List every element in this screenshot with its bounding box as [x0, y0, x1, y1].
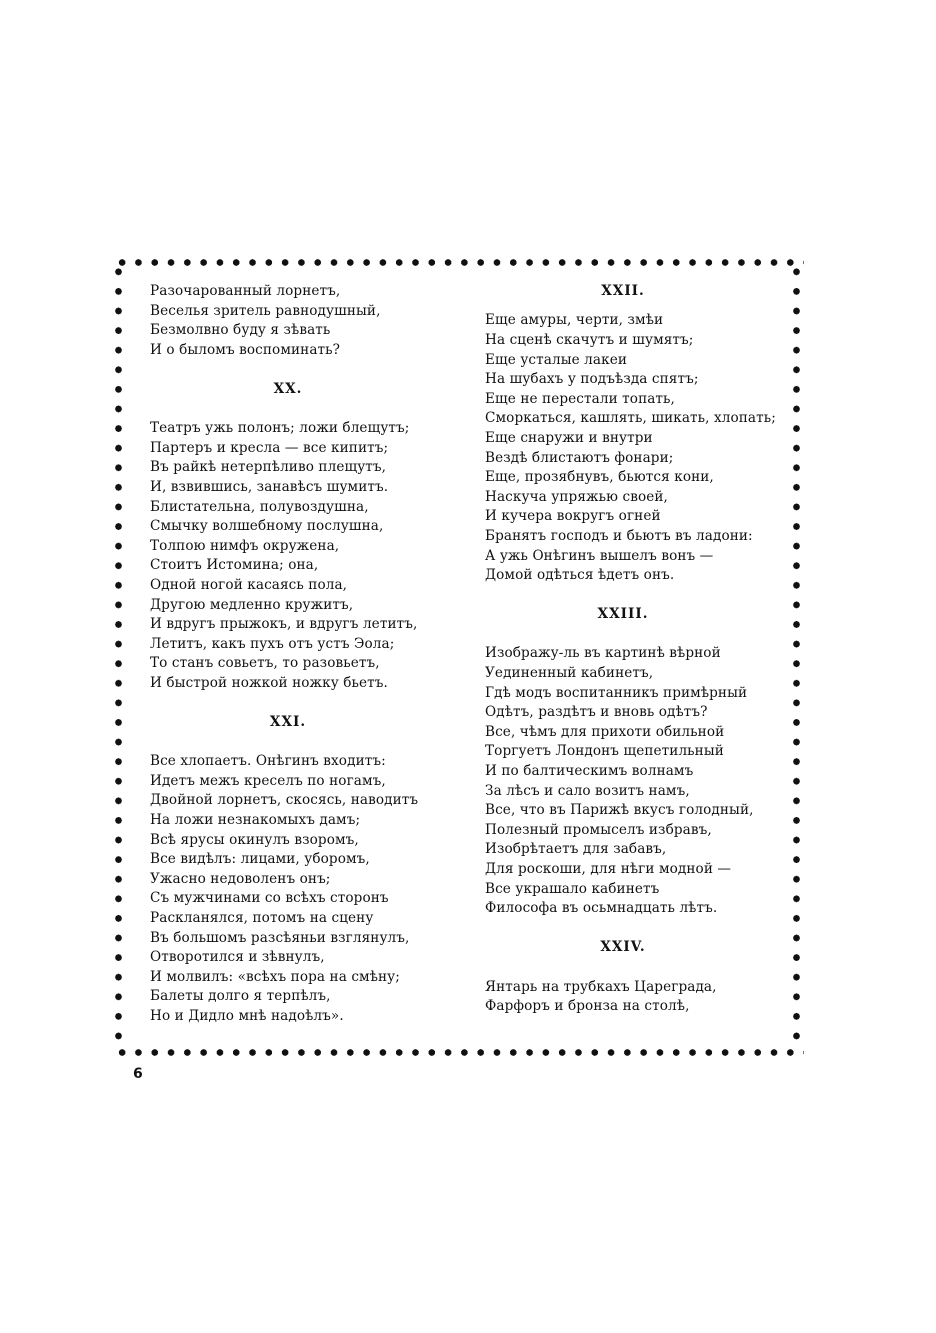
- stanza-xxi: [150, 752, 450, 1026]
- verse-line: Изобрѣтаетъ для забавъ,: [485, 841, 667, 858]
- verse-line: Балеты долго я терпѣлъ,: [150, 988, 331, 1005]
- verse-line: Еще усталые лакеи: [485, 351, 628, 368]
- verse-line: И вдругъ прыжокъ, и вдругъ летитъ,: [150, 616, 418, 633]
- right-column: [485, 282, 785, 1017]
- verse-line: Все, что въ Парижѣ вкусъ голодный,: [485, 802, 754, 819]
- verse-line: Все хлопаетъ. Онѣгинъ входитъ:: [150, 753, 386, 770]
- dotted-border-right: [793, 262, 800, 1052]
- verse-line: Одѣтъ, раздѣтъ и вновь одѣтъ?: [485, 704, 708, 721]
- verse-line: Блистательна, полувоздушна,: [150, 498, 369, 515]
- verse-line: А ужь Онѣгинъ вышелъ вонъ —: [485, 547, 714, 564]
- verse-line: На шубахъ у подъѣзда спятъ;: [485, 371, 699, 388]
- verse-line: Еще не перестали топать,: [485, 390, 675, 407]
- verse-line: Изображу-ль въ картинѣ вѣрной: [485, 645, 721, 662]
- verse-line: Отворотился и зѣвнулъ,: [150, 949, 325, 966]
- stanza-heading-xxii: XXII.: [601, 283, 645, 299]
- stanza-heading-xxiii: XXIII.: [597, 606, 649, 623]
- verse-line: Но и Дидло мнѣ надоѣлъ».: [150, 1007, 344, 1024]
- verse-line: Всѣ ярусы окинулъ взоромъ,: [150, 831, 359, 848]
- verse-line: На сценѣ скачутъ и шумятъ;: [485, 331, 694, 348]
- stanza-heading-xx: XX.: [273, 380, 303, 397]
- verse-line: Смычку волшебному послушна,: [150, 518, 384, 535]
- verse-line: Торгуетъ Лондонъ щепетильный: [485, 743, 724, 760]
- verse-line: Вездѣ блистаютъ фонари;: [485, 449, 674, 466]
- dotted-border-top: [114, 259, 804, 266]
- verse-line: Летитъ, какъ пухъ отъ устъ Эола;: [150, 635, 395, 652]
- verse-line: Для роскоши, для нѣги модной —: [485, 861, 732, 878]
- verse-line: Все, чѣмъ для прихоти обильной: [485, 723, 725, 740]
- verse-line: Философа въ осьмнадцать лѣтъ.: [485, 900, 718, 917]
- verse-line: Двойной лорнетъ, скосясь, наводитъ: [150, 792, 419, 809]
- verse-line: За лѣсъ и сало возитъ намъ,: [485, 782, 690, 799]
- verse-line: На ложи незнакомыхъ дамъ;: [150, 812, 361, 829]
- stanza-xxiii: [485, 644, 785, 918]
- page-number: 6: [133, 1066, 143, 1082]
- dotted-border-left: [115, 262, 122, 1052]
- verse-line: И быстрой ножкой ножку бьетъ.: [150, 674, 388, 691]
- intro-verse: [150, 282, 450, 360]
- verse-line: Веселья зритель равнодушный,: [150, 302, 381, 319]
- verse-line: Толпою нимфъ окружена,: [150, 537, 340, 554]
- verse-line: Въ большомъ разсѣяньи взглянулъ,: [150, 929, 410, 946]
- verse-line: Еще, прозябнувъ, бьются кони,: [485, 469, 714, 486]
- verse-line: Сморкаться, кашлять, шикать, хлопать;: [485, 410, 776, 427]
- verse-line: Янтарь на трубкахъ Цареграда,: [485, 978, 717, 995]
- verse-line: Полезный промыселъ избравъ,: [485, 821, 712, 838]
- verse-line: Раскланялся, потомъ на сцену: [150, 910, 374, 926]
- verse-line: Въ райкѣ нетерпѣливо плещутъ,: [150, 459, 387, 476]
- verse-line: То станъ совьетъ, то разовьетъ,: [150, 655, 380, 672]
- verse-line: Еще амуры, черти, змѣи: [485, 312, 664, 329]
- verse-line: Наскуча упряжью своей,: [485, 488, 668, 505]
- verse-line: И по балтическимъ волнамъ: [485, 763, 694, 780]
- stanza-heading-xxiv: XXIV.: [600, 939, 646, 956]
- verse-line: Съ мужчинами со всѣхъ сторонъ: [150, 890, 389, 907]
- stanza-xx: [150, 419, 450, 693]
- verse-line: Уединенный кабинетъ,: [485, 665, 654, 682]
- verse-line: Гдѣ модъ воспитанникъ примѣрный: [485, 684, 748, 701]
- verse-line: И, взвившись, занавѣсъ шумитъ.: [150, 478, 389, 495]
- verse-line: Все видѣлъ: лицами, уборомъ,: [150, 851, 370, 868]
- verse-line: Разочарованный лорнетъ,: [150, 283, 341, 299]
- verse-line: Другою медленно кружитъ,: [150, 596, 354, 613]
- verse-line: И о быломъ воспоминать?: [150, 341, 341, 358]
- stanza-xxiv: [485, 978, 785, 1017]
- verse-line: Стоитъ Истомина; она,: [150, 557, 319, 574]
- verse-line: И молвилъ: «всѣхъ пора на смѣну;: [150, 968, 400, 985]
- verse-line: Идетъ межъ креселъ по ногамъ,: [150, 772, 386, 789]
- stanza-xxii: [485, 311, 785, 585]
- verse-line: Театръ ужь полонъ; ложи блещутъ;: [150, 420, 410, 437]
- verse-line: Ужасно недоволенъ онъ;: [150, 870, 331, 887]
- verse-line: И кучера вокругъ огней: [485, 508, 661, 525]
- verse-line: Все украшало кабинетъ: [485, 880, 660, 897]
- stanza-heading-xxi: XXI.: [269, 714, 307, 731]
- verse-line: Еще снаружи и внутри: [485, 429, 653, 446]
- verse-line: Партеръ и кресла — все кипитъ;: [150, 439, 389, 456]
- verse-line: Одной ногой касаясь пола,: [150, 576, 348, 593]
- verse-line: Безмолвно буду я зѣвать: [150, 322, 331, 339]
- verse-line: Домой одѣться ѣдетъ онъ.: [485, 567, 675, 584]
- left-column: [150, 282, 450, 1027]
- dotted-border-bottom: [114, 1049, 804, 1056]
- verse-line: Бранятъ господъ и бьютъ въ ладони:: [485, 527, 753, 544]
- verse-line: Фарфоръ и бронза на столѣ,: [485, 998, 690, 1015]
